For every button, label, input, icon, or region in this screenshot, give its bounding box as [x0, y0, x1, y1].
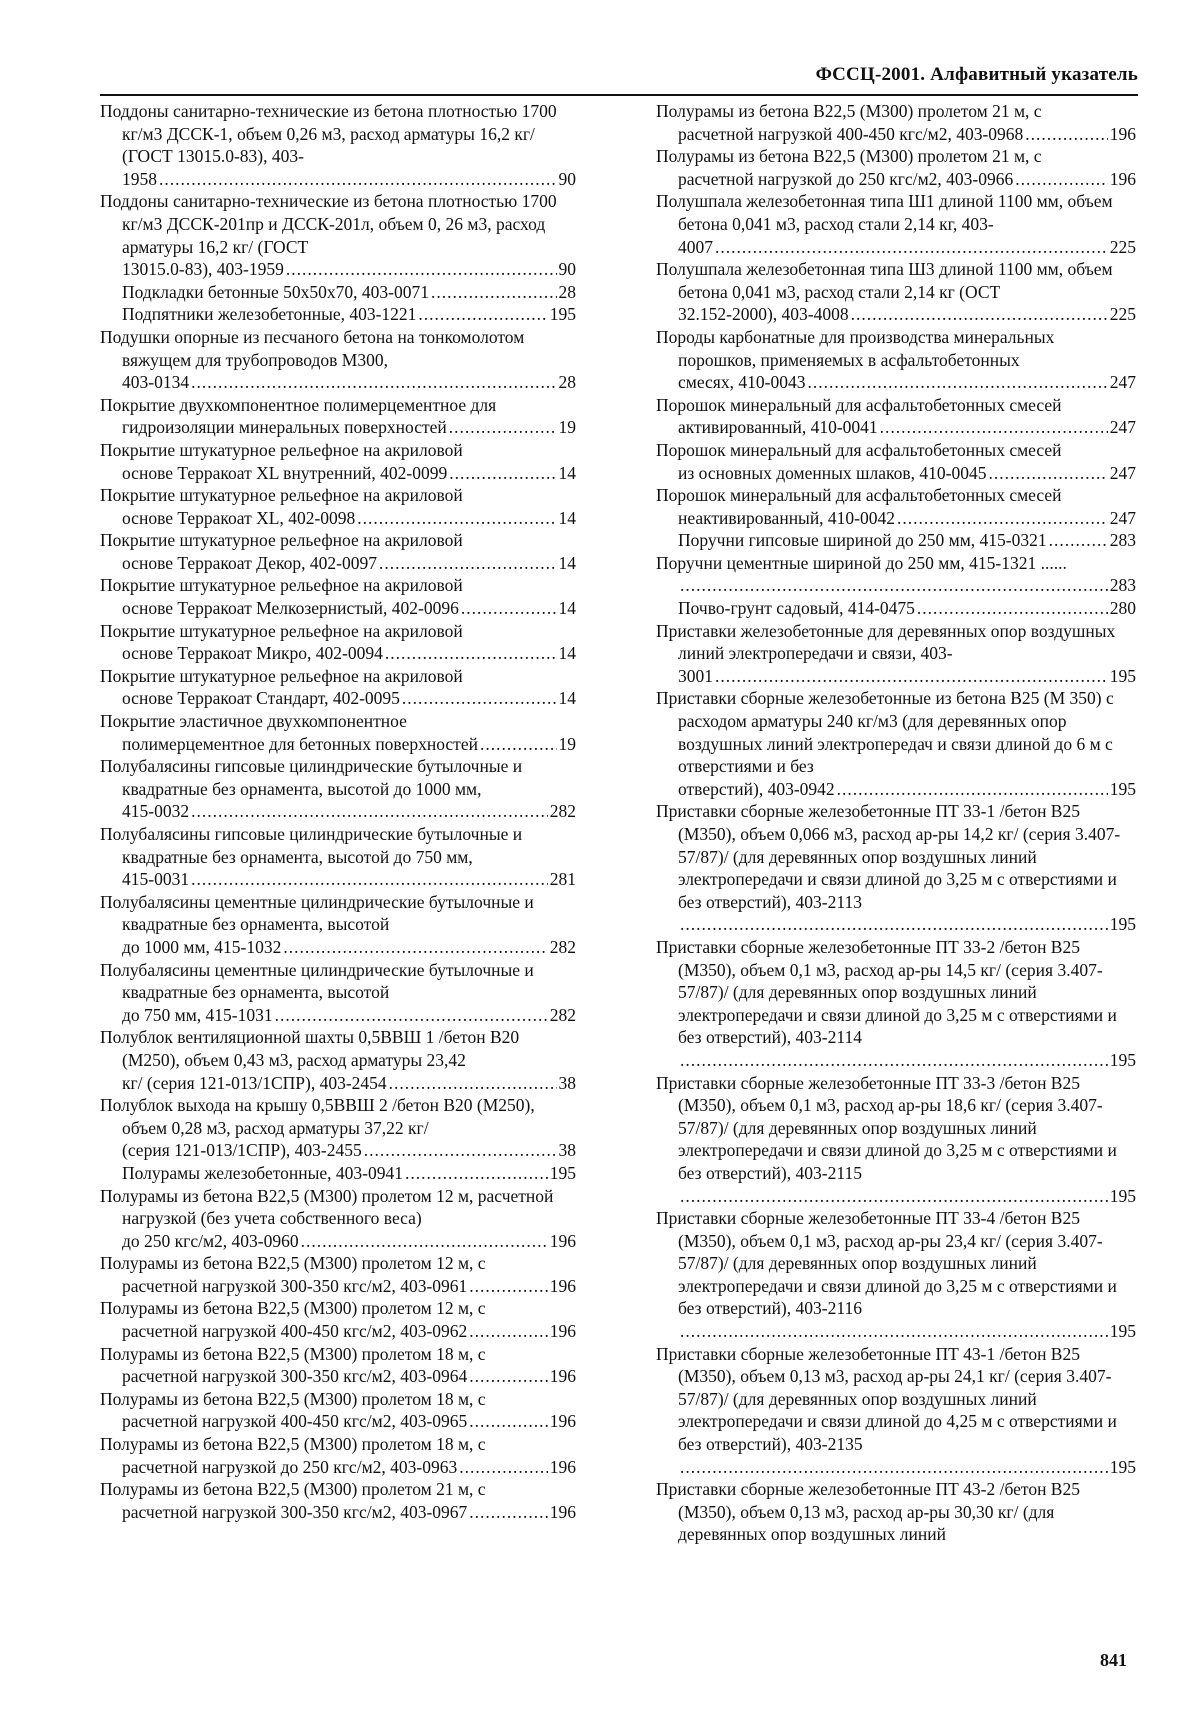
dot-leader [389, 1072, 557, 1095]
index-entry-leader-line [122, 462, 576, 485]
index-entry-tail: из основных доменных шлаков, 410-0045 [678, 462, 987, 483]
index-entry-leader-line [678, 416, 1136, 439]
index-entry-leader-line [122, 642, 576, 665]
dot-leader [275, 1004, 548, 1027]
index-entry-text: Приставки сборные железобетонные ПТ 43-1 /бетон В25 (М350), объем 0,13 м3, расход ар-ры 24,1 кг/ (серия 3.407-57/87)/ (для деревянных опор воздушных линий электропередачи и связи длиной до 4,25 м с отверстиями и без отверстий), 403-2135 [656, 1343, 1117, 1455]
index-entry [100, 439, 576, 484]
index-entry-leader-line [122, 733, 576, 756]
index-entry-text: Покрытие штукатурное рельефное на акриловой [100, 485, 463, 506]
index-entry-tail: основе Терракоат XL, 402-0098 [122, 507, 356, 528]
index-entry-text: Порошок минеральный для асфальтобетонных смесей [656, 394, 1062, 415]
dot-leader [1049, 529, 1108, 552]
index-entry-leader-line [122, 258, 576, 281]
index-page-ref: 282 [549, 936, 576, 957]
index-entry-tail: Поручни гипсовые шириной до 250 мм, 415-0321 [678, 530, 1047, 551]
index-entry [656, 190, 1136, 258]
index-entry-tail: 415-0032 [122, 801, 190, 822]
index-entry [100, 620, 576, 665]
index-entry-text: Полурамы из бетона В22,5 (М300) пролетом 12 м, расчетной нагрузкой (без учета собственного веса) [100, 1185, 554, 1229]
index-page-ref: 38 [558, 1140, 576, 1161]
index-entry [656, 394, 1136, 439]
index-entry-leader-line [122, 1139, 576, 1162]
index-entry-text: Приставки сборные железобетонные ПТ 33-4 /бетон В25 (М350), объем 0,1 м3, расход ар-ры 23,4 кг/ (серия 3.407-57/87)/ (для деревянных опор воздушных линий электропередачи и связи длиной до 3,25 м с отверстиями и без отверстий), 403-2116 [656, 1208, 1117, 1319]
index-entry-text: Полурамы из бетона В22,5 (М300) пролетом 21 м, с [656, 146, 1042, 167]
index-entry-tail: 415-0031 [122, 869, 190, 890]
index-entry [656, 936, 1136, 1072]
dot-leader [680, 1456, 1108, 1479]
left-index-column [100, 100, 576, 1523]
dot-leader [357, 507, 556, 530]
index-entry-leader-line [122, 416, 576, 439]
index-entry [100, 281, 576, 304]
index-entry-leader-line [122, 1230, 576, 1253]
index-entry-tail: до 250 кгс/м2, 403-0960 [122, 1230, 299, 1251]
dot-leader [897, 507, 1108, 530]
index-page-ref: 28 [558, 372, 576, 393]
index-page-ref: 195 [549, 304, 576, 325]
index-page-ref: 196 [1109, 168, 1136, 189]
dot-leader [385, 642, 557, 665]
index-entry-text: Поручни цементные шириной до 250 мм, 415-1321 ...... [656, 552, 1067, 573]
dot-leader [459, 1456, 548, 1479]
index-entry-leader-line [122, 1456, 576, 1479]
index-entry-tail: гидроизоляции минеральных поверхностей [122, 417, 447, 438]
index-entry [656, 326, 1136, 394]
index-entry-tail: расчетной нагрузкой 400-450 кгс/м2, 403-0968 [678, 123, 1024, 144]
index-entry-tail: Подпятники железобетонные, 403-1221 [122, 304, 417, 325]
index-entry-text: Поддоны санитарно-технические из бетона плотностью 1700 кг/м3 ДССК-1, объем 0,26 м3, расход арматуры 16,2 кг/ (ГОСТ 13015.0-83), 403- [100, 101, 557, 167]
index-entry-text: Полурамы из бетона В22,5 (М300) пролетом 12 м, с [100, 1253, 486, 1274]
index-entry [656, 620, 1136, 688]
dot-leader [469, 1320, 547, 1343]
index-entry [656, 145, 1136, 190]
index-entry [656, 258, 1136, 326]
index-entry-text: Полурамы из бетона В22,5 (М300) пролетом 21 м, с [100, 1479, 486, 1500]
index-entry-tail: основе Терракоат Микро, 402-0094 [122, 643, 383, 664]
index-entry [100, 190, 576, 280]
index-entry-text: Полушпала железобетонная типа Ш1 длиной 1100 мм, объем бетона 0,041 м3, расход стали 2,14 кг, 403- [656, 191, 1113, 234]
index-page-ref: 196 [1109, 123, 1136, 144]
index-entry-tail: смесях, 410-0043 [678, 372, 806, 393]
index-page-ref: 281 [549, 869, 576, 890]
index-entry-tail: до 1000 мм, 415-1032 [122, 936, 282, 957]
index-page-ref: 247 [1109, 372, 1136, 393]
dot-leader [807, 371, 1107, 394]
index-entry-tail: 3001 [678, 665, 713, 686]
index-entry-text: Покрытие двухкомпонентное полимерцементное для [100, 394, 497, 415]
index-entry [100, 1094, 576, 1162]
index-entry-text: Покрытие штукатурное рельефное на акриловой [100, 439, 463, 460]
index-entry-leader-line [678, 778, 1136, 801]
index-entry [100, 1026, 576, 1094]
index-entry-tail: активированный, 410-0041 [678, 417, 878, 438]
dot-leader [418, 303, 547, 326]
index-entry-text: Приставки сборные железобетонные ПТ 33-1 /бетон В25 (М350), объем 0,066 м3, расход ар-ры 14,2 кг/ (серия 3.407-57/87)/ (для деревянных опор воздушных линий электропередачи и связи длиной до 3,25 м с отверстиями и без отверстий), 403-2113 [656, 801, 1121, 912]
dot-leader [402, 687, 557, 710]
index-entry-tail: 13015.0-83), 403-1959 [122, 259, 284, 280]
index-page-ref: 247 [1109, 507, 1136, 528]
index-page-ref: 38 [558, 1072, 576, 1093]
index-entry-leader-line [678, 236, 1136, 259]
index-page-ref: 195 [1109, 665, 1136, 686]
index-entry-leader-line [678, 1456, 1136, 1479]
index-entry [100, 823, 576, 891]
index-entry-leader-line [122, 687, 576, 710]
dot-leader [680, 574, 1108, 597]
dot-leader [1025, 123, 1107, 146]
index-entry [100, 1388, 576, 1433]
index-entry [100, 100, 576, 190]
index-entry-tail: расчетной нагрузкой 400-450 кгс/м2, 403-0962 [122, 1321, 468, 1342]
index-entry-leader-line [678, 1185, 1136, 1208]
index-entry-text: Покрытие штукатурное рельефное на акриловой [100, 530, 463, 551]
index-entry-text: Полублок выхода на крышу 0,5ВВШ 2 /бетон В20 (М250), объем 0,28 м3, расход арматуры 37,22 кг/ [100, 1095, 535, 1138]
index-entry-leader-line [122, 168, 576, 191]
index-entry-text: Покрытие штукатурное рельефное на акриловой [100, 620, 463, 641]
dot-leader [837, 778, 1108, 801]
dot-leader [286, 258, 557, 281]
index-entry-tail: кг/ (серия 121-013/1СПР), 403-2454 [122, 1072, 387, 1093]
dot-leader [469, 1365, 547, 1388]
index-entry-leader-line [678, 665, 1136, 688]
index-entry [656, 439, 1136, 484]
index-page-ref: 14 [558, 688, 576, 709]
index-page-ref: 282 [549, 1004, 576, 1025]
dot-leader [469, 1410, 547, 1433]
index-entry [100, 574, 576, 619]
index-page-ref: 195 [1109, 914, 1136, 935]
index-entry-text: Полурамы из бетона В22,5 (М300) пролетом 12 м, с [100, 1298, 486, 1319]
index-entry-text: Полушпала железобетонная типа Ш3 длиной 1100 мм, объем бетона 0,041 м3, расход стали 2,14 кг (ОСТ [656, 259, 1113, 302]
index-entry [100, 755, 576, 823]
index-entry-leader-line [122, 868, 576, 891]
page-number: 841 [1100, 1650, 1127, 1670]
index-entry-leader-line [122, 1410, 576, 1433]
index-entry-tail: расчетной нагрузкой до 250 кгс/м2, 403-0963 [122, 1456, 458, 1477]
index-entry [100, 1433, 576, 1478]
index-page-ref: 196 [549, 1275, 576, 1296]
index-entry-leader-line [122, 1004, 576, 1027]
index-page-ref: 28 [558, 281, 576, 302]
index-entry-leader-line [122, 281, 576, 304]
index-entry-text: Порошок минеральный для асфальтобетонных смесей [656, 439, 1062, 460]
index-entry-tail: основе Терракоат Стандарт, 402-0095 [122, 688, 400, 709]
dot-leader [469, 1501, 547, 1524]
index-entry-leader-line [122, 800, 576, 823]
index-entry [656, 1343, 1136, 1479]
index-entry-text: Полублок вентиляционной шахты 0,5ВВШ 1 /бетон В20 (М250), объем 0,43 м3, расход арматуры 23,42 [100, 1027, 520, 1070]
index-page-ref: 196 [549, 1411, 576, 1432]
dot-leader [480, 733, 557, 756]
dot-leader [364, 1139, 557, 1162]
index-entry-tail: Почво-грунт садовый, 414-0475 [678, 598, 915, 619]
index-entry-leader-line [678, 1049, 1136, 1072]
dot-leader [449, 462, 556, 485]
index-entry-tail: основе Терракоат Мелкозернистый, 402-0096 [122, 598, 459, 619]
index-page-ref: 195 [1109, 778, 1136, 799]
index-page-ref: 19 [558, 733, 576, 754]
index-entry-text: Полубалясины гипсовые цилиндрические бутылочные и квадратные без орнамента, высотой до 1000 мм, [100, 756, 523, 799]
index-entry-text: Полурамы из бетона В22,5 (М300) пролетом 18 м, с [100, 1343, 486, 1364]
index-page-ref: 196 [549, 1501, 576, 1522]
index-entry-leader-line [122, 936, 576, 959]
index-page-ref: 196 [549, 1321, 576, 1342]
index-entry-text: Приставки сборные железобетонные ПТ 43-2 /бетон В25 (М350), объем 0,13 м3, расход ар-ры 30,30 кг/ (для деревянных опор воздушных линий [656, 1479, 1080, 1545]
index-entry-leader-line [678, 168, 1136, 191]
index-entry [100, 1252, 576, 1297]
index-page-ref: 14 [558, 462, 576, 483]
dot-leader [283, 936, 547, 959]
index-entry [100, 1297, 576, 1342]
index-entry [656, 484, 1136, 529]
index-entry-text: Полубалясины гипсовые цилиндрические бутылочные и квадратные без орнамента, высотой до 750 мм, [100, 824, 523, 867]
dot-leader [715, 665, 1108, 688]
index-page-ref: 14 [558, 507, 576, 528]
index-entry-text: Полурамы из бетона В22,5 (М300) пролетом 18 м, с [100, 1388, 486, 1409]
index-entry-leader-line [678, 303, 1136, 326]
index-entry-text: Полурамы из бетона В22,5 (М300) пролетом 21 м, с [656, 101, 1042, 121]
dot-leader [988, 462, 1107, 485]
index-entry [656, 1207, 1136, 1343]
index-entry [656, 529, 1136, 552]
index-page-ref: 195 [1109, 1456, 1136, 1477]
index-entry-tail: 4007 [678, 236, 713, 257]
dot-leader [917, 597, 1108, 620]
index-entry-tail: основе Терракоат XL внутренний, 402-0099 [122, 462, 448, 483]
index-entry-tail: Подкладки бетонные 50х50х70, 403-0071 [122, 281, 430, 302]
index-entry-tail: Полурамы железобетонные, 403-0941 [122, 1162, 403, 1183]
index-entry [656, 1478, 1136, 1546]
index-entry [100, 1343, 576, 1388]
index-page-ref: 282 [549, 801, 576, 822]
index-entry [100, 394, 576, 439]
index-entry-tail: 1958 [122, 168, 157, 189]
dot-leader [1015, 168, 1108, 191]
index-entry-leader-line [678, 507, 1136, 530]
dot-leader [469, 1275, 547, 1298]
index-page-ref: 195 [549, 1162, 576, 1183]
index-page-ref: 196 [549, 1230, 576, 1251]
index-entry [656, 800, 1136, 936]
dot-leader [191, 371, 556, 394]
dot-leader [715, 236, 1108, 259]
index-page-ref: 225 [1109, 304, 1136, 325]
index-entry [656, 597, 1136, 620]
index-entry-text: Полубалясины цементные цилиндрические бутылочные и квадратные без орнамента, высотой [100, 959, 534, 1003]
index-entry [100, 529, 576, 574]
index-entry-text: Приставки сборные железобетонные из бетона В25 (М 350) с расходом арматуры 240 кг/м3 (для деревянных опор воздушных линий электропередач и связи длиной до 6 м с отверстиями и без [656, 688, 1114, 777]
index-page-ref: 90 [558, 259, 576, 280]
index-entry [100, 484, 576, 529]
dot-leader [680, 913, 1108, 936]
index-entry-tail: основе Терракоат Декор, 402-0097 [122, 552, 377, 573]
index-entry [100, 1162, 576, 1185]
index-entry [100, 710, 576, 755]
running-header: ФССЦ-2001. Алфавитный указатель [815, 64, 1138, 85]
index-entry [100, 959, 576, 1027]
index-page-ref: 196 [549, 1456, 576, 1477]
index-entry-leader-line [122, 552, 576, 575]
index-entry-tail: 32.152-2000), 403-4008 [678, 304, 849, 325]
index-entry [656, 1072, 1136, 1208]
index-page-ref: 19 [558, 417, 576, 438]
index-entry-leader-line [678, 123, 1136, 146]
dot-leader [851, 303, 1108, 326]
index-page-ref: 195 [1109, 1049, 1136, 1070]
index-entry [656, 687, 1136, 800]
dot-leader [449, 416, 557, 439]
dot-leader [191, 800, 548, 823]
index-entry-text: Подушки опорные из песчаного бетона на тонкомолотом вяжущем для трубопроводов М300, [100, 326, 525, 370]
index-page-ref: 283 [1109, 530, 1136, 551]
index-page-ref: 14 [558, 598, 576, 619]
dot-leader [191, 868, 548, 891]
index-page-ref: 14 [558, 643, 576, 664]
index-page-ref: 195 [1109, 1185, 1136, 1206]
dot-leader [680, 1185, 1108, 1208]
index-entry-text: Покрытие штукатурное рельефное на акриловой [100, 575, 463, 596]
index-entry-leader-line [122, 1365, 576, 1388]
index-entry-leader-line [678, 529, 1136, 552]
dot-leader [301, 1230, 548, 1253]
index-page-ref: 196 [549, 1366, 576, 1387]
index-page-ref: 195 [1109, 1321, 1136, 1342]
index-entry-text: Породы карбонатные для производства минеральных порошков, применяемых в асфальтобетонных [656, 326, 1055, 370]
index-entry-leader-line [678, 371, 1136, 394]
index-entry-text: Покрытие эластичное двухкомпонентное [100, 711, 407, 732]
index-entry [100, 665, 576, 710]
index-entry-tail: расчетной нагрузкой 300-350 кгс/м2, 403-0964 [122, 1366, 468, 1387]
index-entry-leader-line [678, 597, 1136, 620]
index-entry-leader-line [122, 507, 576, 530]
index-entry-leader-line [678, 913, 1136, 936]
dot-leader [880, 416, 1108, 439]
index-page-ref: 247 [1109, 462, 1136, 483]
index-entry [100, 891, 576, 959]
index-entry-text: Полубалясины цементные цилиндрические бутылочные и квадратные без орнамента, высотой [100, 891, 534, 935]
index-entry [100, 1185, 576, 1253]
index-entry-text: Покрытие штукатурное рельефное на акриловой [100, 665, 463, 686]
index-page-ref: 14 [558, 552, 576, 573]
index-entry-text: Полурамы из бетона В22,5 (М300) пролетом 18 м, с [100, 1434, 486, 1455]
index-entry-text: Приставки сборные железобетонные ПТ 33-2 /бетон В25 (М350), объем 0,1 м3, расход ар-ры 14,5 кг/ (серия 3.407-57/87)/ (для деревянных опор воздушных линий электропередачи и связи длиной до 3,25 м с отверстиями и без отверстий), 403-2114 [656, 936, 1117, 1048]
index-entry-tail: расчетной нагрузкой до 250 кгс/м2, 403-0966 [678, 168, 1014, 189]
index-entry [100, 303, 576, 326]
index-entry-leader-line [122, 1275, 576, 1298]
index-entry-tail: расчетной нагрузкой 300-350 кгс/м2, 403-0967 [122, 1501, 468, 1522]
index-entry-leader-line [122, 1501, 576, 1524]
dot-leader [431, 281, 556, 304]
index-entry-tail: расчетной нагрузкой 300-350 кгс/м2, 403-0961 [122, 1275, 468, 1296]
index-entry-text: Поддоны санитарно-технические из бетона плотностью 1700 кг/м3 ДССК-201пр и ДССК-201л, объем 0, 26 м3, расход арматуры 16,2 кг/ (ГОСТ [100, 191, 557, 257]
index-entry-leader-line [122, 303, 576, 326]
index-entry-tail: расчетной нагрузкой 400-450 кгс/м2, 403-0965 [122, 1411, 468, 1432]
index-entry [100, 326, 576, 394]
index-entry-tail: отверстий), 403-0942 [678, 778, 835, 799]
dot-leader [461, 597, 557, 620]
index-entry-tail: (серия 121-013/1СПР), 403-2455 [122, 1140, 362, 1161]
index-entry-leader-line [122, 1162, 576, 1185]
index-entry-tail: до 750 мм, 415-1031 [122, 1004, 273, 1025]
index-entry-leader-line [122, 1320, 576, 1343]
dot-leader [379, 552, 557, 575]
right-index-column [656, 100, 1136, 1546]
index-page-ref: 90 [558, 168, 576, 189]
index-page-ref: 225 [1109, 236, 1136, 257]
index-entry-tail: 403-0134 [122, 372, 190, 393]
index-page-ref: 247 [1109, 417, 1136, 438]
index-entry-leader-line [678, 462, 1136, 485]
index-entry-text: Приставки сборные железобетонные ПТ 33-3 /бетон В25 (М350), объем 0,1 м3, расход ар-ры 18,6 кг/ (серия 3.407-57/87)/ (для деревянных опор воздушных линий электропередачи и связи длиной до 3,25 м с отверстиями и без отверстий), 403-2115 [656, 1072, 1117, 1183]
index-entry-tail: полимерцементное для бетонных поверхностей [122, 733, 478, 754]
index-entry-leader-line [122, 1072, 576, 1095]
index-entry-leader-line [122, 371, 576, 394]
index-entry [656, 100, 1136, 145]
index-entry [100, 1478, 576, 1523]
dot-leader [405, 1162, 548, 1185]
index-entry [656, 552, 1136, 597]
index-entry-leader-line [678, 1320, 1136, 1343]
index-entry-leader-line [678, 574, 1136, 597]
index-entry-text: Приставки железобетонные для деревянных опор воздушных линий электропередачи и связи, 403- [656, 620, 1116, 664]
index-entry-leader-line [122, 597, 576, 620]
dot-leader [159, 168, 557, 191]
header-rule [100, 94, 1138, 96]
index-page-ref: 280 [1109, 598, 1136, 619]
dot-leader [680, 1320, 1108, 1343]
index-entry-text: Порошок минеральный для асфальтобетонных смесей [656, 485, 1062, 506]
index-entry-tail: неактивированный, 410-0042 [678, 507, 896, 528]
dot-leader [680, 1049, 1108, 1072]
index-page-ref: 283 [1109, 575, 1136, 596]
